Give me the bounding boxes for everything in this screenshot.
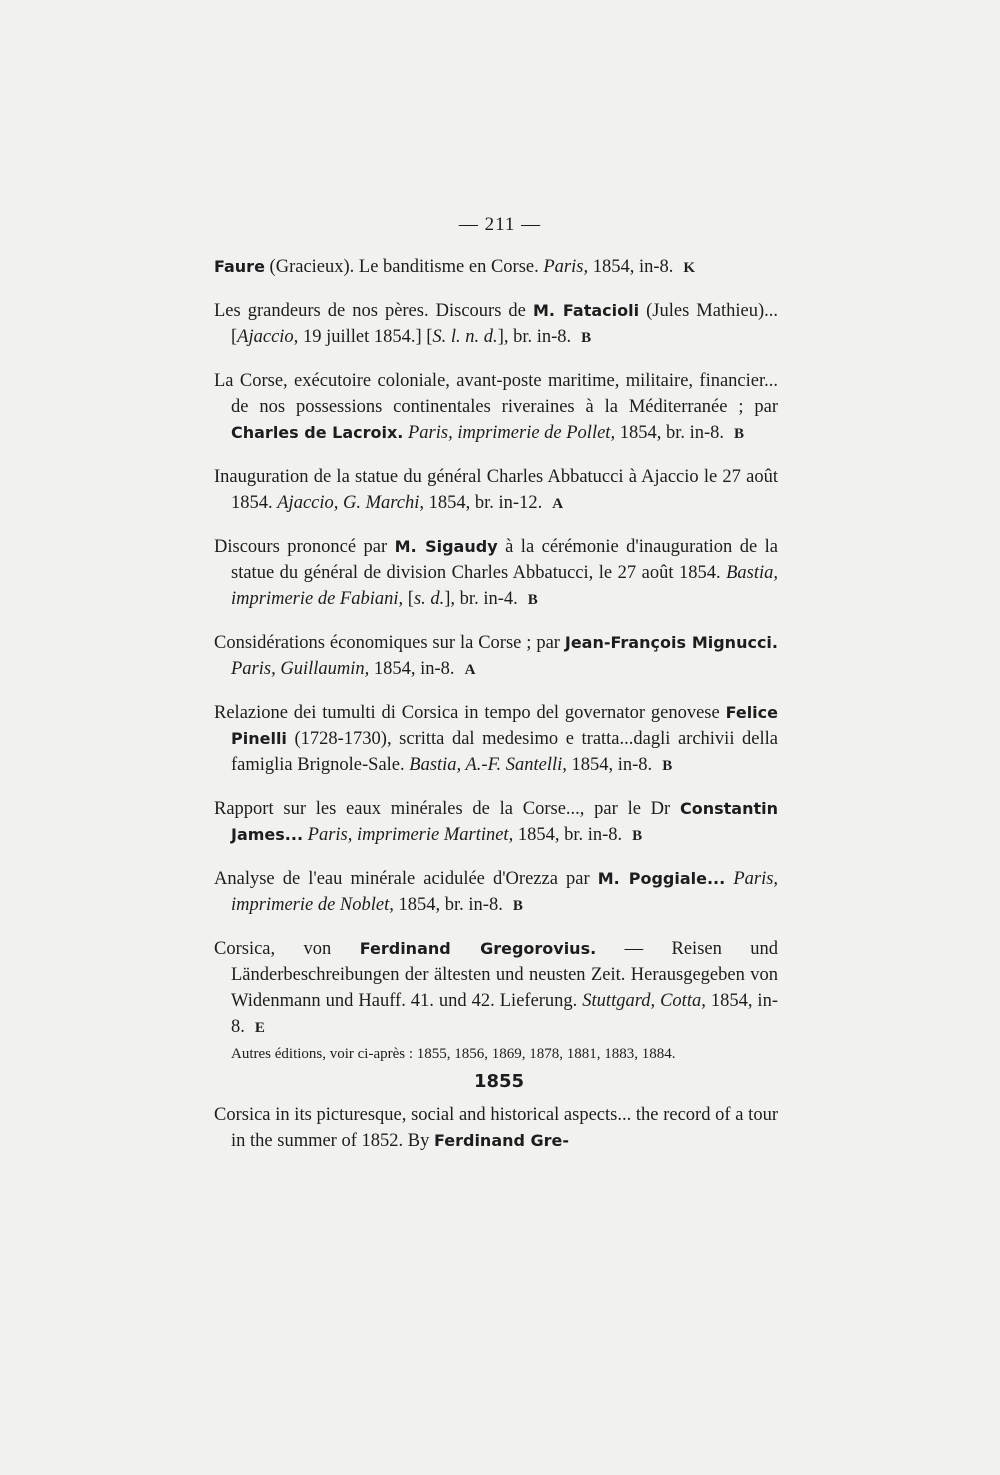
page-number: — 211 — <box>458 214 542 235</box>
bibliography-entry <box>214 368 784 447</box>
entry-text: 19 juillet 1854.] [ <box>298 327 433 347</box>
publication-info: Paris, imprimerie de Pollet, <box>408 423 616 443</box>
library-code: A <box>464 662 476 678</box>
entry-text: Corsica in its picturesque, social and historical aspects... the record of a tour in the summer of 1852. By <box>214 1105 778 1151</box>
library-code: B <box>512 898 523 914</box>
entry-text: (Gracieux). Le banditisme en Corse. <box>264 257 544 277</box>
entry-text: 1854, in-8. <box>369 659 455 679</box>
publication-info: Paris, <box>543 257 589 277</box>
publication-info: Paris, imprimerie Martinet, <box>307 825 514 845</box>
bibliography <box>214 254 784 1154</box>
author-name: Ferdinand Gregorovius. <box>359 939 597 958</box>
bibliography-entry <box>214 796 784 849</box>
entry-text: Discours prononcé par <box>214 537 395 557</box>
bibliography-entry <box>214 254 784 281</box>
bibliography-entry <box>214 700 784 779</box>
bibliography-entry <box>214 1102 784 1154</box>
library-code: E <box>254 1020 265 1036</box>
publication-info: Paris, Guillaumin, <box>231 659 370 679</box>
entries-1854 <box>214 254 784 1041</box>
entry-text: Corsica, von <box>214 939 360 959</box>
library-code: K <box>683 260 696 276</box>
publication-info: Bastia, A.-F. Santelli, <box>409 755 567 775</box>
publication-info: Paris, imprimerie de Noblet, <box>231 869 779 915</box>
entry-text: 1854, in-8. <box>566 755 653 775</box>
entry-text: 1854, in-8. <box>231 991 778 1037</box>
publication-info: Ajaccio, <box>237 327 299 347</box>
entry-text: [ <box>403 589 414 609</box>
bibliography-entry <box>214 298 784 351</box>
author-name: M. Sigaudy <box>394 537 498 556</box>
library-code: B <box>527 592 538 608</box>
entry-text: 1854, in-8. <box>588 257 674 277</box>
bibliography-entry <box>214 936 784 1041</box>
author-name: Constantin James... <box>231 799 778 844</box>
entry-text: Relazione dei tumulti di Corsica in tempo del governator genovese <box>214 703 726 723</box>
library-code: B <box>662 758 673 774</box>
entry-text: 1854, br. in-8. <box>513 825 623 845</box>
entry-text: Rapport sur les eaux minérales de la Corse..., par le Dr <box>214 799 680 819</box>
author-name: M. Fatacioli <box>532 301 640 320</box>
bibliography-entry <box>214 866 784 919</box>
entry-text: Inauguration de la statue du général Charles Abbatucci à Ajaccio le 27 août 1854. <box>214 467 778 513</box>
entry-text: Analyse de l'eau minérale acidulée d'Orezza par <box>214 869 598 889</box>
entry-text: ], br. in-8. <box>497 327 572 347</box>
entry-text: ], br. in-4. <box>444 589 518 609</box>
entry-text: Les grandeurs de nos pères. Discours de <box>214 301 533 321</box>
publication-info: Bastia, imprimerie de Fabiani, <box>231 563 778 609</box>
publication-info: S. l. n. d. <box>432 327 498 347</box>
entries-1855 <box>214 1102 784 1154</box>
other-editions-note: Autres éditions, voir ci-après : 1855, 1856, 1869, 1878, 1881, 1883, 1884. <box>231 1046 676 1062</box>
entry-text: — Reisen und Länderbeschreibungen der ältesten und neusten Zeit. Herausgegeben von Widenmann und Hauff. 41. und 42. Lieferung. <box>231 939 779 1011</box>
author-name: Faure <box>214 257 265 276</box>
year-heading: 1855 <box>473 1071 525 1092</box>
publication-info: s. d. <box>413 589 445 609</box>
library-code: B <box>632 828 643 844</box>
entry-text: à la cérémonie d'inauguration de la statue du général de division Charles Abbatucci, le 27 août 1854. <box>231 537 779 583</box>
publication-info: Ajaccio, G. Marchi, <box>277 493 425 513</box>
entry-text: 1854, br. in-12. <box>424 493 543 513</box>
bibliography-entry <box>214 630 784 683</box>
entry-text: (Jules Mathieu)... [ <box>231 301 778 347</box>
bibliography-entry <box>214 534 784 613</box>
entry-text: La Corse, exécutoire coloniale, avant-poste maritime, militaire, financier... de nos possessions continentales riveraines à la Méditerranée ; par <box>214 371 778 417</box>
entry-text: 1854, br. in-8. <box>615 423 725 443</box>
entry-text: Considérations économiques sur la Corse ; par <box>214 633 565 653</box>
author-name: Jean-François Mignucci. <box>564 633 778 652</box>
author-name: Felice Pinelli <box>231 703 778 748</box>
library-code: B <box>734 426 745 442</box>
author-name: Charles de Lacroix. <box>231 423 404 442</box>
bibliography-entry <box>214 464 784 517</box>
author-name: Ferdinand Gre- <box>433 1131 570 1150</box>
library-code: A <box>552 496 564 512</box>
entry-text: (1728-1730), scritta dal medesimo e tratta...dagli archivii della famiglia Brignole-Sale. <box>231 729 778 775</box>
publication-info: Stuttgard, Cotta, <box>582 991 706 1011</box>
author-name: M. Poggiale... <box>597 869 726 888</box>
library-code: B <box>581 330 592 346</box>
entry-text: 1854, br. in-8. <box>393 895 503 915</box>
